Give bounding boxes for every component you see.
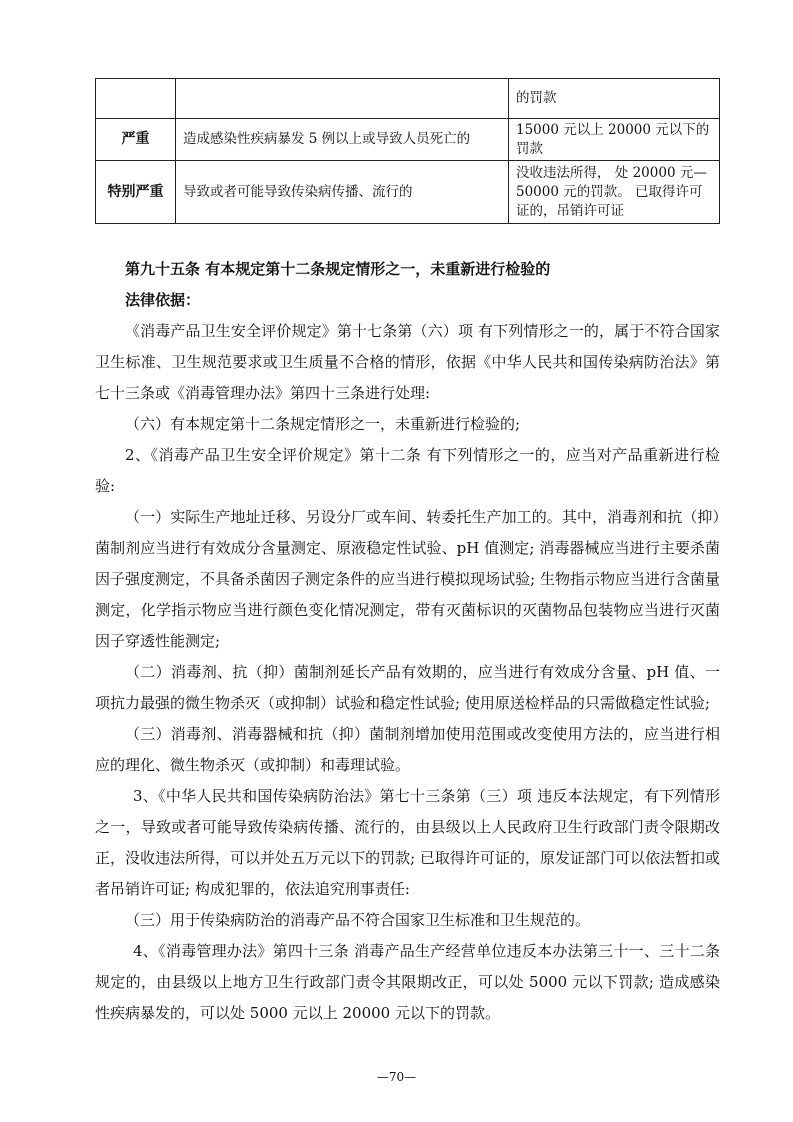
penalty-cell: 的罚款 [509, 79, 720, 119]
penalty-table [95, 78, 720, 224]
severity-level-cell: 严重 [96, 119, 176, 161]
paragraph: （一）实际生产地址迁移、另设分厂或车间、转委托生产加工的。其中，消毒剂和抗（抑）菌制剂应当进行有效成分含量测定、原液稳定性试验、pH 值测定; 消毒器械应当进行主要杀菌因子强度测定，不具备杀菌因子测定条件的应当进行模拟现场试验; 生物指示物应当进行含菌量测定，化学指示物应当进行颜色变化情况测定，带有灭菌标识的灭菌物品包装物应当进行灭菌因子穿透性能测定; [95, 508, 720, 650]
table-row [96, 79, 720, 119]
paragraph: （二）消毒剂、抗（抑）菌制剂延长产品有效期的，应当进行有效成分含量、pH 值、一项抗力最强的微生物杀灭（或抑制）试验和稳定性试验; 使用原送检样品的只需做稳定性试验; [95, 663, 720, 712]
situation-cell: 导致或者可能导致传染病传播、流行的 [176, 161, 509, 224]
paragraph: （六）有本规定第十二条规定情形之一，未重新进行检验的; [125, 415, 521, 433]
situation-cell [176, 79, 509, 119]
paragraph: （三）消毒剂、消毒器械和抗（抑）菌制剂增加使用范围或改变使用方法的，应当进行相应的理化、微生物杀灭（或抑制）和毒理试验。 [95, 725, 720, 774]
severity-level-cell: 特别严重 [96, 161, 176, 224]
page-number: —70— [376, 1070, 417, 1084]
situation-cell: 造成感染性疾病暴发 5 例以上或导致人员死亡的 [176, 119, 509, 161]
table-row [96, 161, 720, 224]
penalty-cell: 15000 元以上 20000 元以下的罚款 [509, 119, 720, 161]
paragraph: 3、《中华人民共和国传染病防治法》第七十三条第（三）项 违反本法规定，有下列情形之一，导致或者可能导致传染病传播、流行的，由县级以上人民政府卫生行政部门责令限期改正，没收违法所得，可以并处五万元以下的罚款; 已取得许可证的，原发证部门可以依法暂扣或者吊销许可证; 构成犯罪的，依法追究刑事责任: [95, 787, 720, 898]
severity-level-cell [96, 79, 176, 119]
paragraph: （三）用于传染病防治的消毒产品不符合国家卫生标准和卫生规范的。 [125, 911, 591, 929]
article-heading: 第九十五条 有本规定第十二条规定情形之一，未重新进行检验的 [125, 260, 551, 278]
paragraph: 2、《消毒产品卫生安全评价规定》第十二条 有下列情形之一的，应当对产品重新进行检验: [95, 446, 720, 495]
penalty-cell: 没收违法所得， 处 20000 元—50000 元的罚款。 已取得许可证的，吊销许可证 [509, 161, 720, 224]
table-row [96, 119, 720, 161]
article-body [95, 254, 720, 1029]
paragraph: 《消毒产品卫生安全评价规定》第十七条第（六）项 有下列情形之一的，属于不符合国家卫生标准、卫生规范要求或卫生质量不合格的情形，依据《中华人民共和国传染病防治法》第七十三条或《消毒管理办法》第四十三条进行处理: [95, 322, 720, 402]
paragraph: 4、《消毒管理办法》第四十三条 消毒产品生产经营单位违反本办法第三十一、三十二条规定的，由县级以上地方卫生行政部门责令其限期改正，可以处 5000 元以下罚款; 造成感染性疾病暴发的，可以处 5000 元以上 20000 元以下的罚款。 [95, 942, 720, 1022]
legal-basis-label: 法律依据： [125, 291, 201, 309]
